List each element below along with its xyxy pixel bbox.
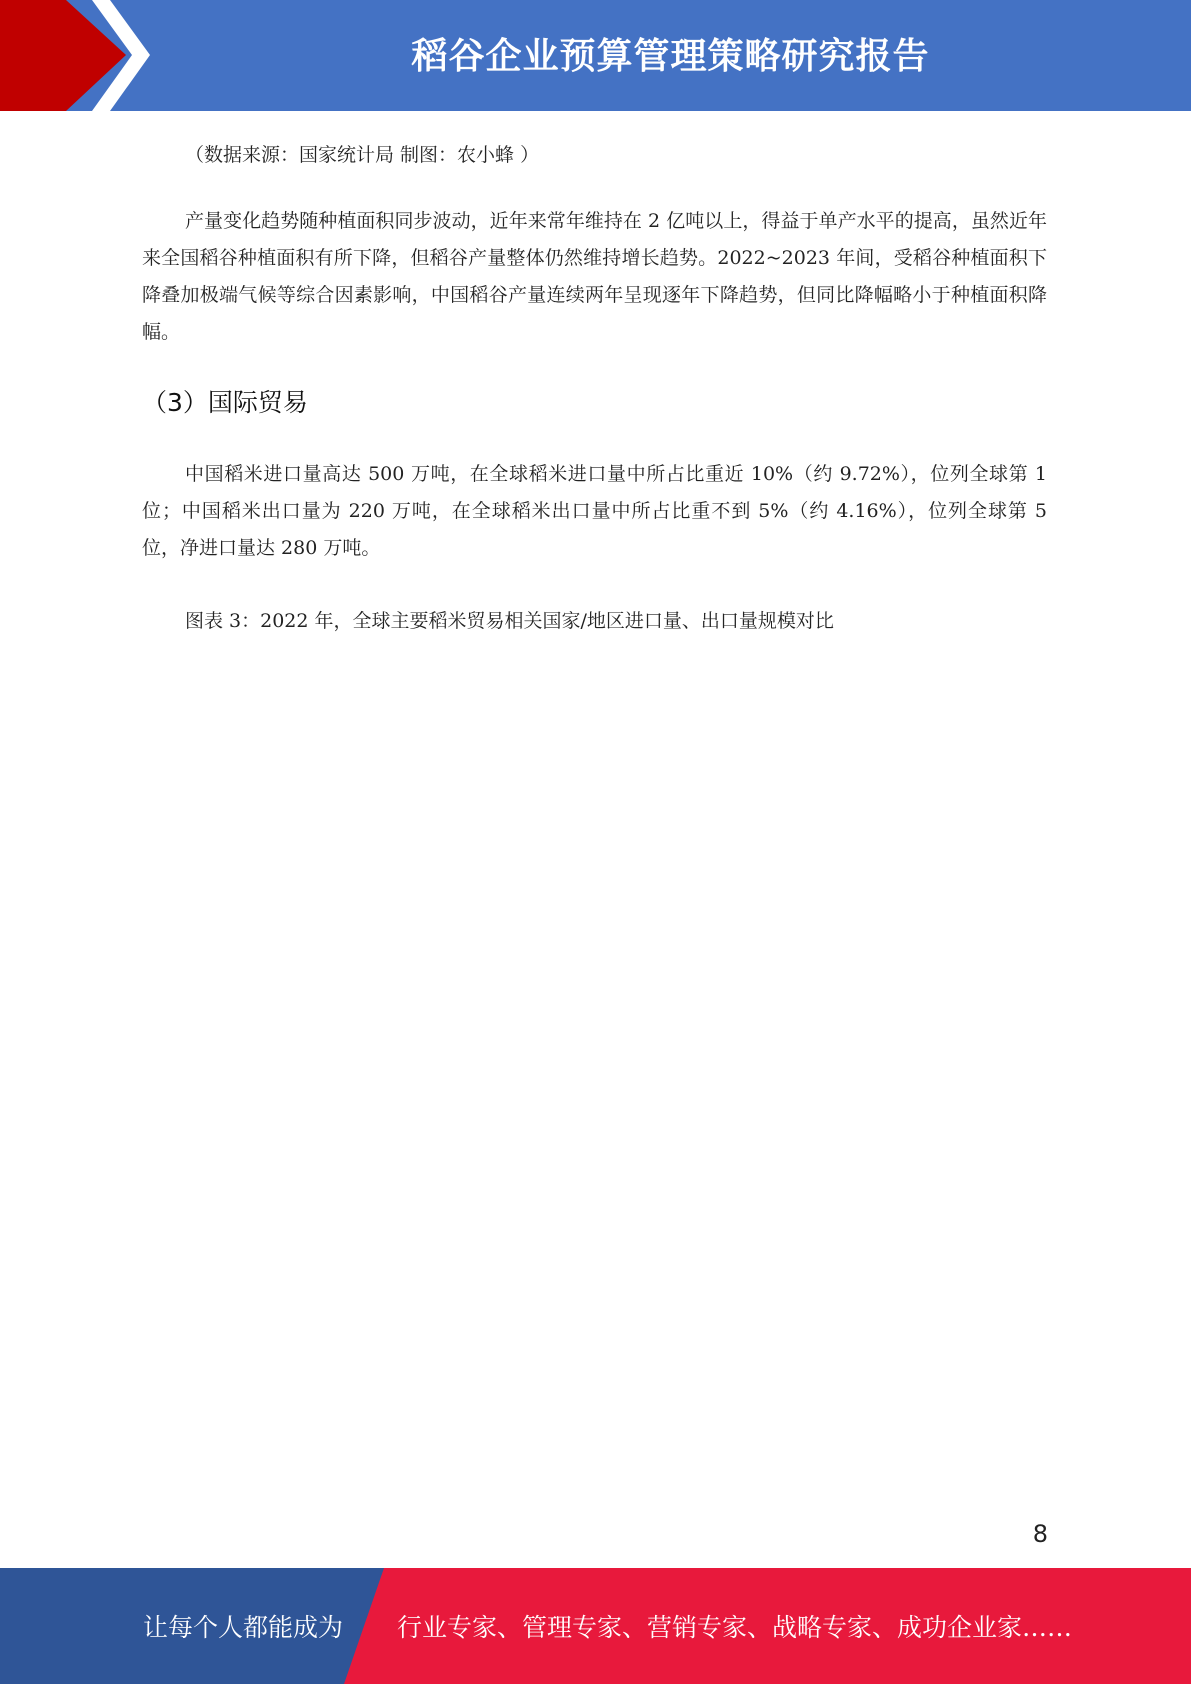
header-banner [0, 0, 1191, 111]
footer-slogan-right: 行业专家、管理专家、营销专家、战略专家、成功企业家…… [397, 1613, 1073, 1642]
data-source-note: （数据来源：国家统计局 制图：农小蜂 ） [185, 144, 540, 166]
report-title: 稻谷企业预算管理策略研究报告 [411, 36, 930, 77]
footer-banner [0, 1568, 1191, 1684]
figure-caption: 图表 3：2022 年，全球主要稻米贸易相关国家/地区进口量、出口量规模对比 [185, 610, 834, 632]
paragraph-trade-figures: 中国稻米进口量高达 500 万吨，在全球稻米进口量中所占比重近 10%（约 9.72%），位列全球第 1 位；中国稻米出口量为 220 万吨，在全球稻米出口量中所占比重不到 5%（约 4.16%），位列全球第 5 位，净进口量达 280 万吨。 [142, 463, 1047, 559]
footer-slogan-left: 让每个人都能成为 [143, 1613, 344, 1642]
section-heading-international-trade: （3）国际贸易 [142, 388, 308, 417]
page-number: 8 [1032, 1520, 1048, 1548]
paragraph-production-trend: 产量变化趋势随种植面积同步波动，近年来常年维持在 2 亿吨以上，得益于单产水平的提高，虽然近年来全国稻谷种植面积有所下降，但稻谷产量整体仍然维持增长趋势。2022~2023 年间，受稻谷种植面积下降叠加极端气候等综合因素影响，中国稻谷产量连续两年呈现逐年下降趋势，但同比降幅略小于种植面积降幅。 [142, 210, 1047, 343]
